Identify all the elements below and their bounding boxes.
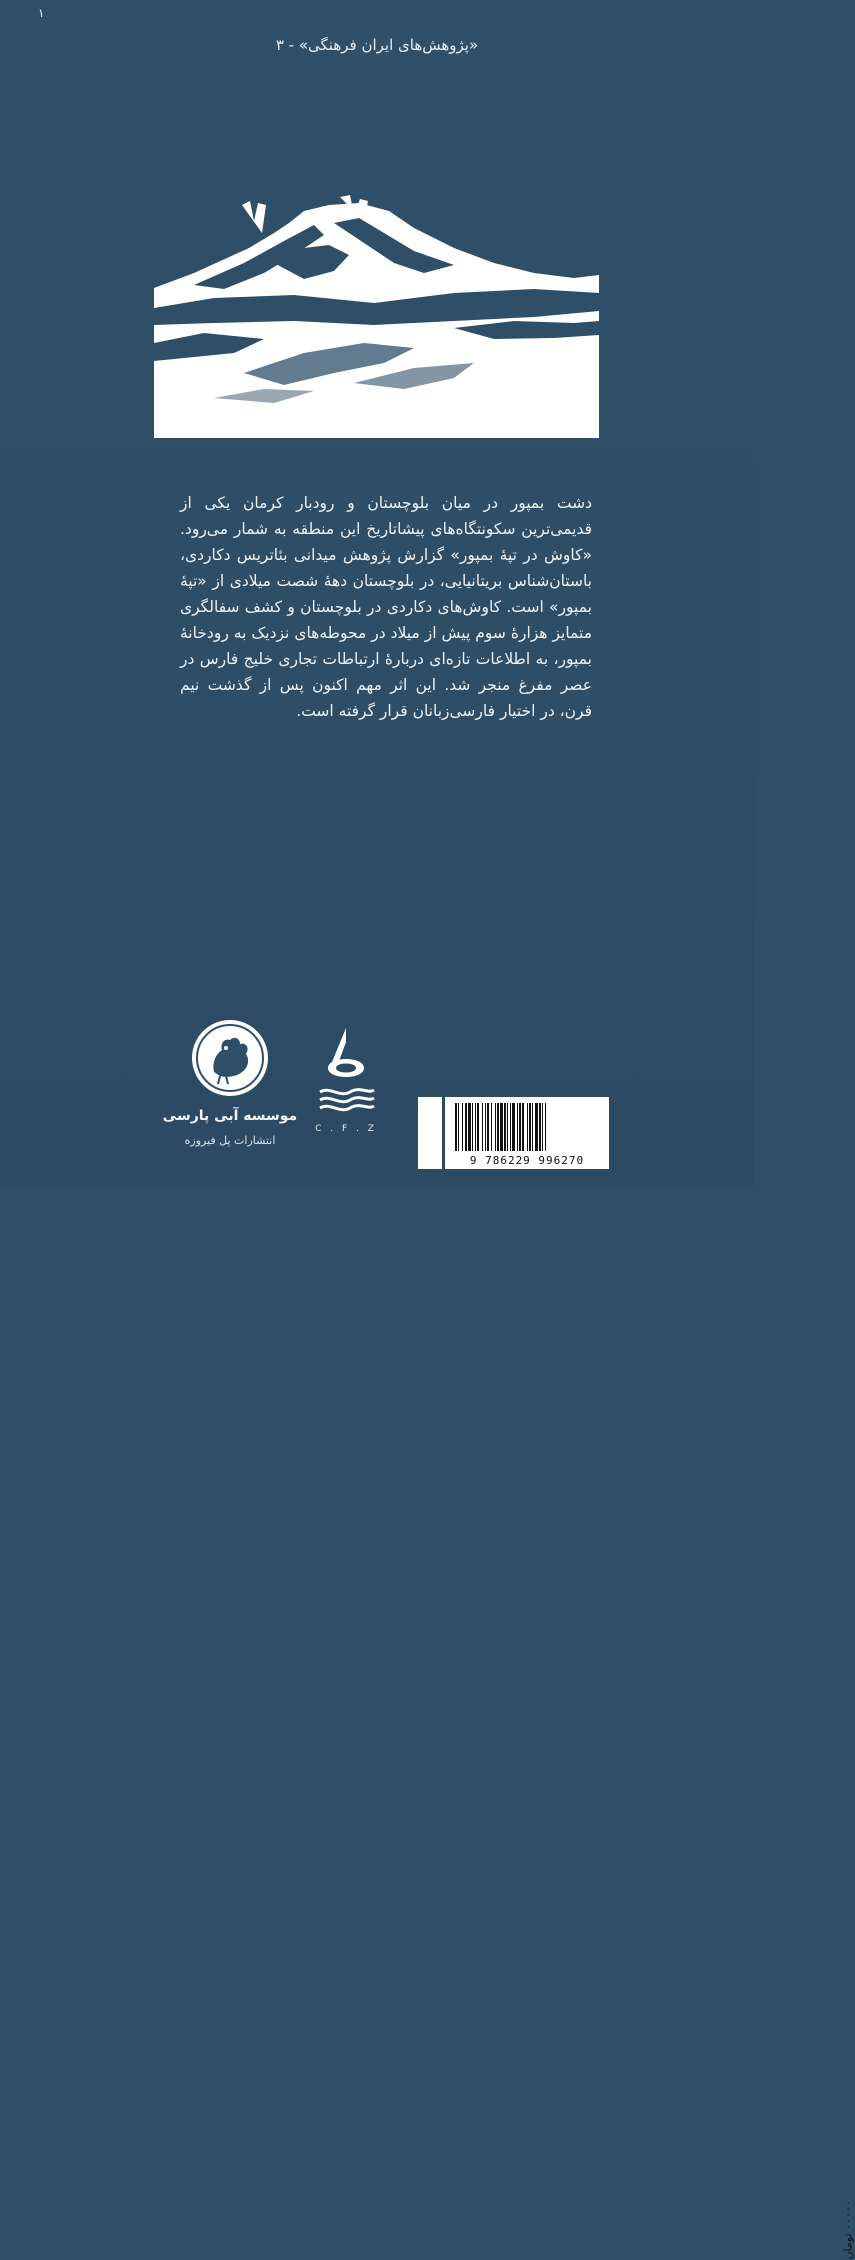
barcode-bar	[485, 1103, 486, 1151]
rooster-seal-icon	[190, 1018, 270, 1098]
barcode-bar	[529, 1103, 531, 1151]
isbn-number: 9 786229 996270	[469, 1154, 585, 1167]
barcode-box	[445, 1097, 609, 1169]
barcode-bar	[510, 1103, 511, 1151]
cfz-label: C . F . Z	[315, 1124, 377, 1134]
barcode-bar	[497, 1103, 499, 1151]
mountain-illustration	[154, 193, 599, 438]
barcode-bar	[468, 1103, 471, 1151]
page-number: ۱	[38, 6, 45, 20]
barcode-bar	[532, 1103, 533, 1151]
price-label: ۰۰۰۰۰ تومان	[841, 2200, 855, 2260]
barcode-bar	[504, 1103, 506, 1151]
barcode-bar	[482, 1103, 483, 1151]
barcode-bar	[542, 1103, 543, 1151]
barcode-bar	[455, 1103, 457, 1151]
barcode-bar	[512, 1103, 515, 1151]
barcode-bar	[491, 1103, 492, 1151]
barcode-bar	[535, 1103, 538, 1151]
barcode-bar	[475, 1103, 476, 1151]
barcode-bar	[522, 1103, 524, 1151]
publisher-subtitle: انتشارات پل فیروزه	[184, 1134, 276, 1147]
barcode-bar	[477, 1103, 479, 1151]
barcode-bar	[539, 1103, 541, 1151]
barcode	[453, 1103, 601, 1153]
barcode-bar	[465, 1103, 467, 1151]
barcode-bar	[545, 1103, 546, 1151]
barcode-bar	[500, 1103, 503, 1151]
barcode-bar	[519, 1103, 521, 1151]
barcode-bar	[462, 1103, 463, 1151]
barcode-bar	[458, 1103, 459, 1151]
publisher-name: موسسه آبی پارسی	[162, 1108, 298, 1124]
description-text: دشت بمپور در میان بلوچستان و رودبار کرمان یکی از قدیمی‌ترین سکونتگاه‌های پیشاتاریخ این منطقه به شمار می‌رود. «کاوش در تپهٔ بمپور» گزارش پژوهش میدانی بئاتریس دکاردی، باستان‌شناس بریتانیایی، در بلوچستان دههٔ شصت میلادی از «تپهٔ بمپور» است. کاوش‌های دکاردی در بلوچستان و کشف سفالگری متمایز هزارهٔ سوم پیش از میلاد در محوطه‌های نزدیک به رودخانهٔ بمپور، به اطلاعات تازه‌ای دربارهٔ ارتباطات تجاری خلیج فارس در عصر مفرغ منجر شد. این اثر مهم اکنون پس از گذشت نیم قرن، در اختیار فارسی‌زبانان قرار گرفته است.	[180, 494, 592, 720]
barcode-bar	[472, 1103, 473, 1151]
series-title: «پژوهش‌های ایران فرهنگی» - ۳	[275, 36, 479, 54]
description-paragraph	[180, 490, 592, 724]
cfz-wave-logo	[312, 1022, 380, 1122]
barcode-bar	[487, 1103, 489, 1151]
barcode-bar	[527, 1103, 528, 1151]
barcode-bar	[517, 1103, 518, 1151]
barcode-bar	[507, 1103, 508, 1151]
barcode-bar	[495, 1103, 496, 1151]
